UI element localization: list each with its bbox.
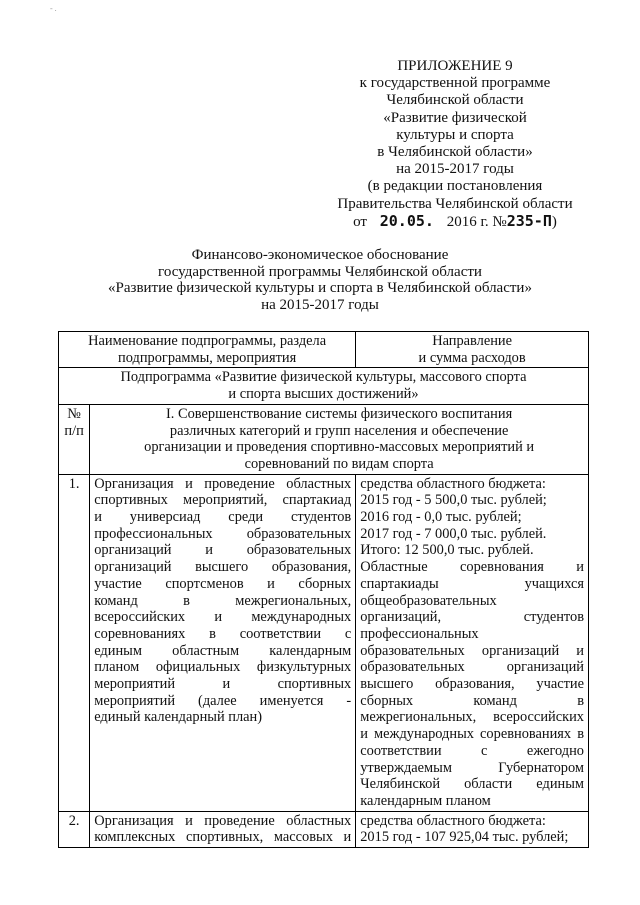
resolution-year: 2016 г. № bbox=[446, 213, 507, 230]
appendix-title: ПРИЛОЖЕНИЕ 9 bbox=[397, 58, 513, 74]
header-name-cell: Наименование подпрограммы, раздела подпрограммы, мероприятия bbox=[59, 332, 356, 368]
appendix-line: культуры и спорта bbox=[396, 126, 514, 143]
appendix-line: «Развитие физической bbox=[383, 109, 527, 126]
resolution-number: 235-П bbox=[506, 211, 552, 230]
subprogram-title: Подпрограмма «Развитие физической культуры, массового спорта и спорта высших достижений» bbox=[59, 368, 589, 404]
section-row bbox=[59, 404, 589, 474]
heading-line: на 2015-2017 годы bbox=[261, 296, 379, 313]
appendix-line: (в редакции постановления bbox=[367, 178, 543, 195]
table-header-row bbox=[59, 332, 589, 368]
resolution-date: 20.05. bbox=[379, 211, 434, 230]
table-row bbox=[59, 811, 589, 847]
appendix-line: Челябинской области bbox=[386, 92, 524, 109]
appendix-line: в Челябинской области» bbox=[377, 144, 533, 161]
header-direction-cell: Направление и сумма расходов bbox=[356, 332, 589, 368]
funding-cell: средства областного бюджета: 2015 год - 5 500,0 тыс. рублей; 2016 год - 0,0 тыс. рублей; 2017 год - 7 000,0 тыс. рублей. Итого: 12 500,0 тыс. рублей. Областные соревнования и спартакиады учащихся общеобразовательных организаций, студентов профессиональных образовательных организаций и образовательных организаций высшего образования, участие сборных команд в межрегиональных, всероссийских и международных соревнованиях в соответствии с ежегодно утверждаемым Губернатором Челябинской области единым календарным планом bbox=[356, 474, 589, 811]
number-header: № п/п bbox=[59, 404, 90, 474]
heading-line: «Развитие физической культуры и спорта в Челябинской области» bbox=[108, 280, 532, 296]
section-title: I. Совершенствование системы физического воспитания различных категорий и групп населения и обеспечение организации и проведения спортивно-массовых мероприятий и соревнований по видам спорта bbox=[90, 404, 589, 474]
table-row bbox=[59, 474, 589, 811]
heading-line: государственной программы Челябинской области bbox=[158, 263, 482, 280]
row-number: 1. bbox=[59, 474, 90, 811]
activity-cell: Организация и проведение областных спортивных мероприятий, спартакиад и универсиад среди студентов профессиональных образовательных организаций и образовательных организаций высшего образования, участие спортсменов и сборных команд в межрегиональных, всероссийских и международных соревнованиях в соответствии с единым областным календарным планом официальных физкультурных мероприятий и спортивных мероприятий (далее именуется - единый календарный план) bbox=[90, 474, 356, 811]
activity-cell: Организация и проведение областных комплексных спортивных, массовых и bbox=[90, 811, 356, 847]
appendix-block bbox=[330, 58, 580, 231]
financing-table bbox=[58, 331, 589, 848]
appendix-line: к государственной программе bbox=[359, 75, 551, 92]
scan-corner-mark: - . bbox=[50, 4, 57, 13]
resolution-prefix: от bbox=[353, 213, 367, 230]
heading-line: Финансово-экономическое обоснование bbox=[191, 247, 449, 263]
funding-cell: средства областного бюджета: 2015 год - 107 925,04 тыс. рублей; bbox=[356, 811, 589, 847]
appendix-line: Правительства Челябинской области bbox=[337, 195, 573, 212]
resolution-reference bbox=[330, 213, 580, 231]
subprogram-row bbox=[59, 368, 589, 404]
document-heading bbox=[60, 247, 580, 313]
appendix-line: на 2015-2017 годы bbox=[396, 161, 514, 178]
resolution-suffix: ) bbox=[551, 213, 557, 230]
row-number: 2. bbox=[59, 811, 90, 847]
